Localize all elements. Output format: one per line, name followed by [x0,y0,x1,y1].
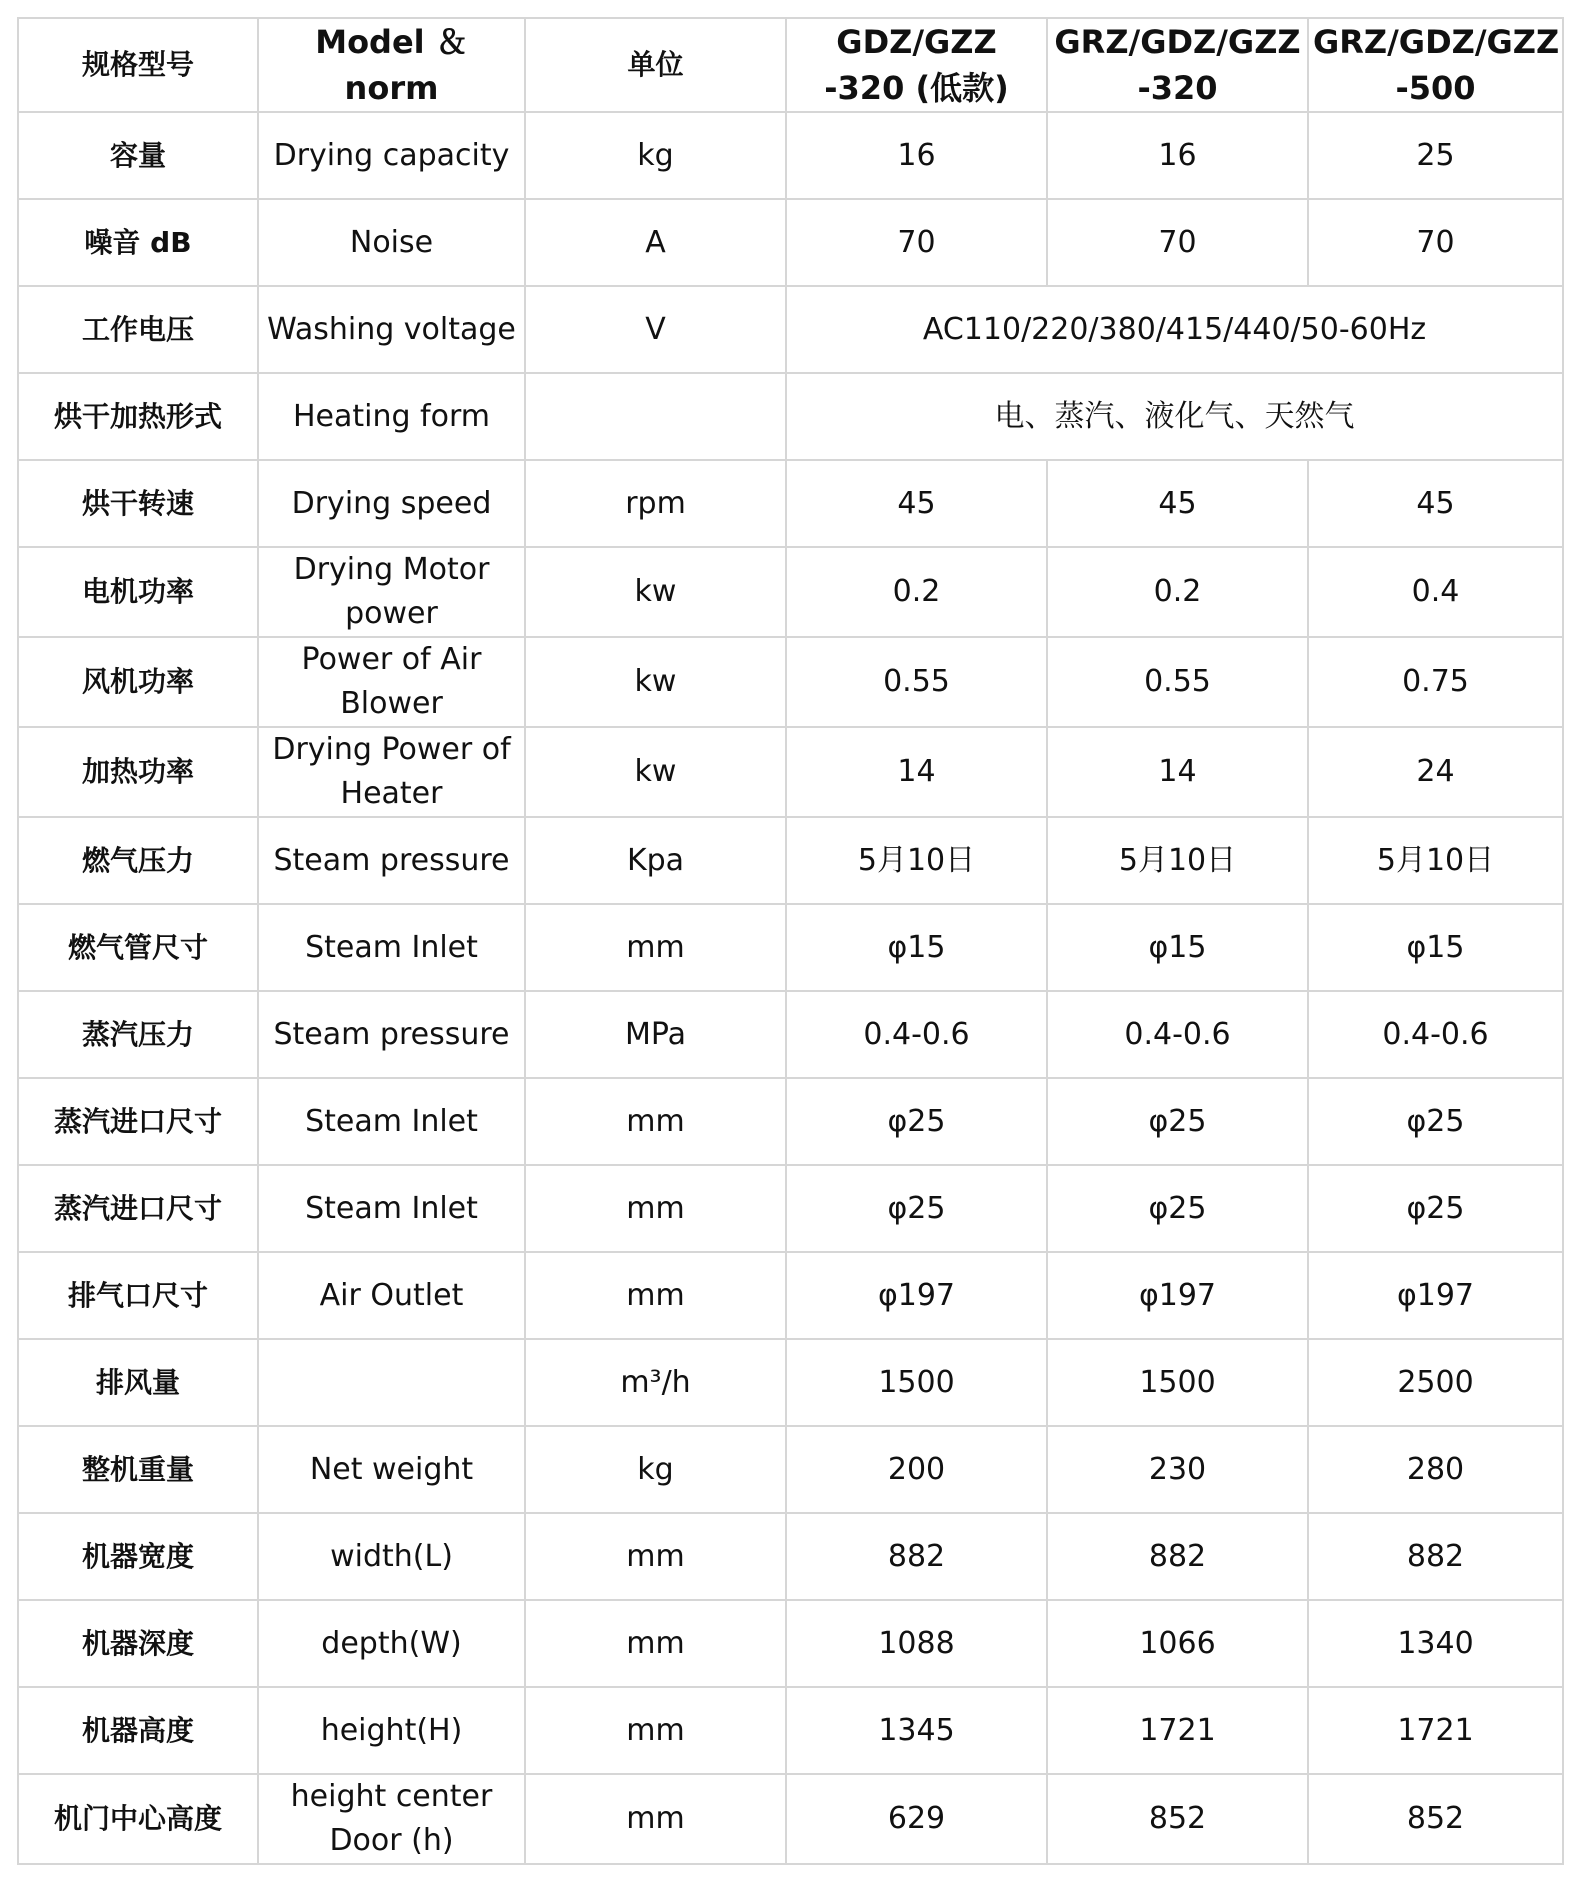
spec-value-model-3: 24 [1308,727,1563,817]
spec-value-model-2: 70 [1047,199,1308,286]
spec-row [18,637,1563,727]
spec-value-model-2: 16 [1047,112,1308,199]
spec-value-model-2: 1066 [1047,1600,1308,1687]
spec-unit: MPa [525,991,786,1078]
spec-value-model-3: 0.4 [1308,547,1563,637]
spec-row [18,1426,1563,1513]
spec-label-zh: 容量 [18,112,258,199]
spec-label-zh: 燃气管尺寸 [18,904,258,991]
header-label-en: Model ＆ norm [258,18,525,112]
spec-value-model-2: 45 [1047,460,1308,547]
spec-label-zh: 蒸汽进口尺寸 [18,1165,258,1252]
spec-value-model-1: 0.2 [786,547,1047,637]
header-unit: 单位 [525,18,786,112]
spec-value-model-3: φ15 [1308,904,1563,991]
header-row [18,18,1563,112]
spec-value-merged: AC110/220/380/415/440/50-60Hz [786,286,1563,373]
spec-value-model-1: φ197 [786,1252,1047,1339]
spec-row [18,817,1563,904]
spec-label-en: Net weight [258,1426,525,1513]
spec-row [18,373,1563,460]
spec-row [18,112,1563,199]
spec-unit: mm [525,1513,786,1600]
spec-value-model-1: 629 [786,1774,1047,1864]
spec-unit: kw [525,547,786,637]
spec-unit: kg [525,1426,786,1513]
spec-value-model-3: 280 [1308,1426,1563,1513]
spec-row [18,904,1563,991]
spec-value-model-2: 14 [1047,727,1308,817]
spec-label-zh: 燃气压力 [18,817,258,904]
spec-row [18,1078,1563,1165]
spec-value-model-1: 0.4-0.6 [786,991,1047,1078]
spec-label-en: Steam Inlet [258,1078,525,1165]
spec-label-zh: 机器宽度 [18,1513,258,1600]
spec-value-model-3: 1340 [1308,1600,1563,1687]
spec-label-en: height(H) [258,1687,525,1774]
spec-unit: Kpa [525,817,786,904]
spec-unit: rpm [525,460,786,547]
spec-value-model-1: 1088 [786,1600,1047,1687]
spec-value-model-2: φ25 [1047,1078,1308,1165]
spec-row [18,1687,1563,1774]
spec-value-model-1: 1345 [786,1687,1047,1774]
spec-value-model-1: φ15 [786,904,1047,991]
spec-unit: kw [525,637,786,727]
spec-value-model-1: φ25 [786,1078,1047,1165]
spec-value-model-1: 5月10日 [786,817,1047,904]
spec-value-model-2: φ15 [1047,904,1308,991]
spec-label-zh: 蒸汽压力 [18,991,258,1078]
spec-label-en: height center Door (h) [258,1774,525,1864]
spec-row [18,1513,1563,1600]
spec-label-zh: 工作电压 [18,286,258,373]
spec-unit: mm [525,1165,786,1252]
spec-unit: mm [525,1687,786,1774]
spec-value-model-2: 0.4-0.6 [1047,991,1308,1078]
spec-value-model-2: 852 [1047,1774,1308,1864]
spec-value-model-3: 882 [1308,1513,1563,1600]
spec-value-model-2: 1721 [1047,1687,1308,1774]
spec-label-zh: 加热功率 [18,727,258,817]
spec-value-model-2: 0.2 [1047,547,1308,637]
spec-value-model-2: φ25 [1047,1165,1308,1252]
spec-label-zh: 风机功率 [18,637,258,727]
spec-label-zh: 烘干加热形式 [18,373,258,460]
spec-unit: mm [525,904,786,991]
spec-value-model-1: φ25 [786,1165,1047,1252]
spec-label-zh: 排风量 [18,1339,258,1426]
spec-table [17,17,1564,1865]
spec-label-en: Steam pressure [258,817,525,904]
spec-label-en: Steam pressure [258,991,525,1078]
spec-label-en: Heating form [258,373,525,460]
spec-label-zh: 整机重量 [18,1426,258,1513]
header-model-3: GRZ/GDZ/GZZ -500 [1308,18,1563,112]
spec-value-model-1: 882 [786,1513,1047,1600]
spec-unit: m³/h [525,1339,786,1426]
spec-unit: V [525,286,786,373]
spec-label-en [258,1339,525,1426]
spec-value-model-1: 1500 [786,1339,1047,1426]
spec-row [18,991,1563,1078]
spec-value-model-1: 200 [786,1426,1047,1513]
spec-row [18,1774,1563,1864]
spec-value-model-3: 70 [1308,199,1563,286]
spec-value-model-2: 0.55 [1047,637,1308,727]
spec-label-zh: 噪音 dB [18,199,258,286]
spec-label-en: Drying Power of Heater [258,727,525,817]
spec-label-zh: 排气口尺寸 [18,1252,258,1339]
spec-row [18,547,1563,637]
spec-value-model-3: 45 [1308,460,1563,547]
spec-value-model-3: 0.4-0.6 [1308,991,1563,1078]
spec-label-en: Air Outlet [258,1252,525,1339]
header-label-zh: 规格型号 [18,18,258,112]
spec-row [18,1600,1563,1687]
spec-unit: mm [525,1774,786,1864]
spec-label-en: Drying capacity [258,112,525,199]
spec-value-model-1: 45 [786,460,1047,547]
spec-label-zh: 机器高度 [18,1687,258,1774]
spec-row [18,727,1563,817]
spec-value-model-1: 70 [786,199,1047,286]
spec-label-zh: 蒸汽进口尺寸 [18,1078,258,1165]
spec-label-en: width(L) [258,1513,525,1600]
spec-value-model-3: φ25 [1308,1165,1563,1252]
spec-unit: mm [525,1600,786,1687]
spec-label-en: Drying speed [258,460,525,547]
spec-row [18,1165,1563,1252]
spec-value-model-2: 1500 [1047,1339,1308,1426]
spec-row [18,286,1563,373]
spec-value-model-1: 0.55 [786,637,1047,727]
spec-value-model-3: 1721 [1308,1687,1563,1774]
spec-value-model-2: 882 [1047,1513,1308,1600]
spec-row [18,460,1563,547]
header-model-1: GDZ/GZZ -320 (低款) [786,18,1047,112]
header-model-2: GRZ/GDZ/GZZ -320 [1047,18,1308,112]
spec-row [18,199,1563,286]
spec-value-model-3: φ197 [1308,1252,1563,1339]
spec-value-model-3: 25 [1308,112,1563,199]
spec-row [18,1252,1563,1339]
spec-label-en: Steam Inlet [258,1165,525,1252]
spec-label-en: Drying Motor power [258,547,525,637]
spec-value-model-1: 16 [786,112,1047,199]
spec-unit: mm [525,1252,786,1339]
spec-value-model-2: 230 [1047,1426,1308,1513]
spec-value-merged: 电、蒸汽、液化气、天然气 [786,373,1563,460]
spec-table-body [18,18,1563,1864]
spec-unit: mm [525,1078,786,1165]
spec-value-model-3: 852 [1308,1774,1563,1864]
spec-value-model-3: φ25 [1308,1078,1563,1165]
spec-value-model-3: 2500 [1308,1339,1563,1426]
spec-label-en: Power of Air Blower [258,637,525,727]
spec-value-model-2: φ197 [1047,1252,1308,1339]
spec-value-model-3: 0.75 [1308,637,1563,727]
spec-label-zh: 机门中心高度 [18,1774,258,1864]
spec-value-model-3: 5月10日 [1308,817,1563,904]
spec-label-en: Steam Inlet [258,904,525,991]
spec-label-en: depth(W) [258,1600,525,1687]
spec-unit: kg [525,112,786,199]
spec-unit [525,373,786,460]
spec-label-en: Washing voltage [258,286,525,373]
spec-unit: A [525,199,786,286]
spec-label-zh: 电机功率 [18,547,258,637]
spec-label-zh: 烘干转速 [18,460,258,547]
spec-value-model-2: 5月10日 [1047,817,1308,904]
spec-row [18,1339,1563,1426]
spec-label-zh: 机器深度 [18,1600,258,1687]
spec-label-en: Noise [258,199,525,286]
spec-unit: kw [525,727,786,817]
spec-value-model-1: 14 [786,727,1047,817]
